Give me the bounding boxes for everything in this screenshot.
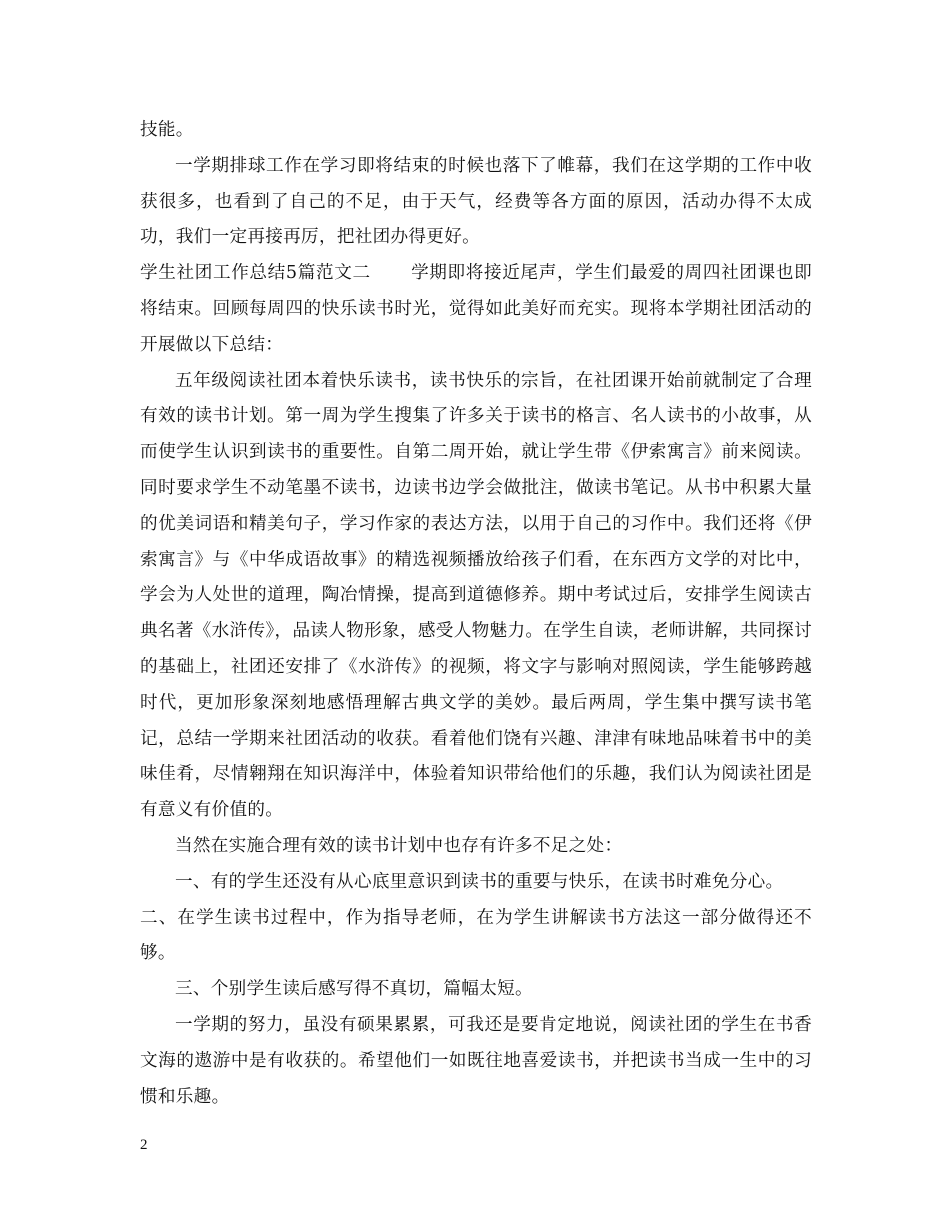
paragraph-essay-two: [140, 256, 812, 363]
essay-two-intro: 学期即将接近尾声，学生们最爱的周四社团课也即将结束。回顾每周四的快乐读书时光，觉得如此美好而充实。现将本学期社团活动的开展做以下总结：: [140, 263, 812, 355]
paragraph-shortcoming-two: 二、在学生读书过程中，作为指导老师，在为学生讲解读书方法这一部分做得还不够。: [140, 907, 812, 964]
paragraph-shortcomings-intro: 当然在实施合理有效的读书计划中也存有许多不足之处：: [175, 835, 623, 856]
paragraph-volleyball-summary: 一学期排球工作在学习即将结束的时候也落下了帷幕，我们在这学期的工作中收获很多，也看到了自己的不足，由于天气，经费等各方面的原因，活动办得不太成功，我们一定再接再厉，把社团办得更好。: [140, 155, 812, 248]
essay-two-heading: 学生社团工作总结5篇范文二: [140, 263, 371, 284]
paragraph-conclusion: 一学期的努力，虽没有硕果累累，可我还是要肯定地说，阅读社团的学生在书香文海的遨游中是有收获的。希望他们一如既往地喜爱读书，并把读书当成一生中的习惯和乐趣。: [140, 1014, 812, 1107]
paragraph-reading-club: 五年级阅读社团本着快乐读书，读书快乐的宗旨，在社团课开始前就制定了合理有效的读书计划。第一周为学生搜集了许多关于读书的格言、名人读书的小故事，从而使学生认识到读书的重要性。自第二周开始，就让学生带《伊索寓言》前来阅读。同时要求学生不动笔墨不读书，边读书边学会做批注，做读书笔记。从书中积累大量的优美词语和精美句子，学习作家的表达方法，以用于自己的习作中。我们还将《伊索寓言》与《中华成语故事》的精选视频播放给孩子们看，在东西方文学的对比中，学会为人处世的道理，陶冶情操，提高到道德修养。期中考试过后，安排学生阅读古典名著《水浒传》，品读人物形象，感受人物魅力。在学生自读，老师讲解，共同探讨的基础上，社团还安排了《水浒传》的视频，将文字与影响对照阅读，学生能够跨越时代，更加形象深刻地感悟理解古典文学的美妙。最后两周，学生集中撰写读书笔记，总结一学期来社团活动的收获。看着他们饶有兴趣、津津有味地品味着书中的美味佳肴，尽情翱翔在知识海洋中，体验着知识带给他们的乐趣，我们认为阅读社团是有意义有价值的。: [140, 370, 812, 821]
document-body: [140, 113, 812, 1115]
paragraph-shortcoming-one: 一、有的学生还没有从心底里意识到读书的重要与快乐，在读书时难免分心。: [175, 871, 784, 892]
paragraph-shortcoming-three: 三、个别学生读后感写得不真切，篇幅太短。: [175, 979, 533, 1000]
paragraph-skills: 技能。: [140, 120, 194, 140]
page-number: 2: [140, 1137, 148, 1153]
